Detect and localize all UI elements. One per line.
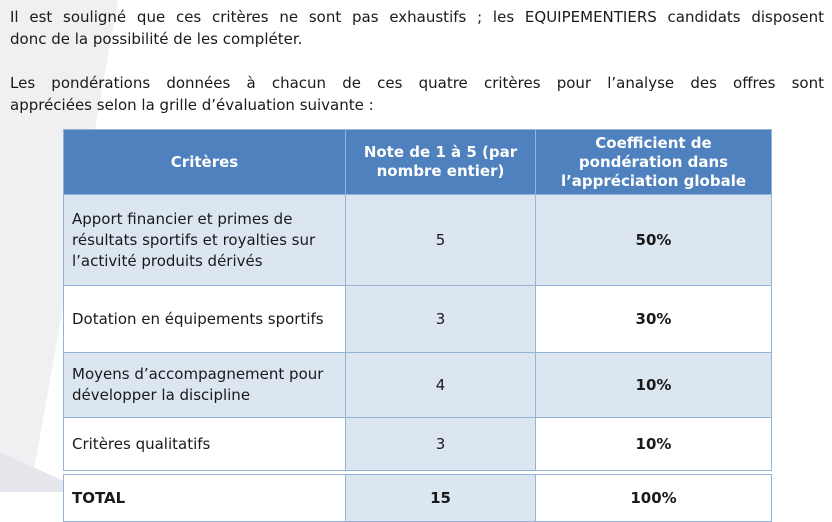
cell-criteria: Apport financier et primes de résultats sportifs et royalties sur l’activité produits dérivés — [64, 195, 346, 286]
cell-coefficient: 10% — [536, 418, 772, 471]
cell-coefficient: 50% — [536, 195, 772, 286]
header-note-line: Note de 1 à 5 (par — [363, 143, 518, 161]
cell-total-label: TOTAL — [64, 475, 346, 522]
header-coefficient-line: l’appréciation globale — [560, 171, 747, 190]
header-note-line: nombre entier) — [376, 162, 505, 180]
evaluation-grid — [63, 129, 771, 522]
text-block — [10, 6, 824, 138]
cell-note: 5 — [346, 195, 536, 286]
paragraph-line: Il est souligné que ces critères ne sont pas exhaustifs ; les EQUIPEMENTIERS candidats disposent — [10, 8, 824, 26]
header-coefficient-line: Coefficient de — [595, 133, 712, 152]
header-coefficient-line: pondération dans — [578, 152, 729, 171]
paragraph-line: donc de la possibilité de les compléter. — [10, 30, 303, 48]
table-row — [64, 418, 772, 471]
cell-note: 3 — [346, 418, 536, 471]
table-row — [64, 353, 772, 418]
cell-note: 3 — [346, 286, 536, 353]
cell-criteria: Dotation en équipements sportifs — [64, 286, 346, 353]
paragraph-ponderations-intro — [10, 72, 824, 116]
table-header-row — [64, 130, 772, 195]
table-row — [64, 195, 772, 286]
cell-criteria: Moyens d’accompagnement pour développer la discipline — [64, 353, 346, 418]
paragraph-line: Les pondérations données à chacun de ces quatre critères pour l’analyse des offres sont — [10, 74, 824, 92]
total-row — [64, 475, 772, 522]
cell-coefficient: 30% — [536, 286, 772, 353]
paragraph-line: appréciées selon la grille d’évaluation suivante : — [10, 96, 374, 114]
table-row — [64, 286, 772, 353]
header-coefficient — [536, 130, 772, 195]
header-note — [346, 130, 536, 195]
cell-criteria: Critères qualitatifs — [64, 418, 346, 471]
total-table — [63, 474, 772, 522]
cell-total-note: 15 — [346, 475, 536, 522]
cell-note: 4 — [346, 353, 536, 418]
cell-coefficient: 10% — [536, 353, 772, 418]
header-criteres: Critères — [64, 130, 346, 195]
evaluation-table — [63, 129, 772, 471]
cell-total-coefficient: 100% — [536, 475, 772, 522]
paragraph-criteria-note — [10, 6, 824, 50]
